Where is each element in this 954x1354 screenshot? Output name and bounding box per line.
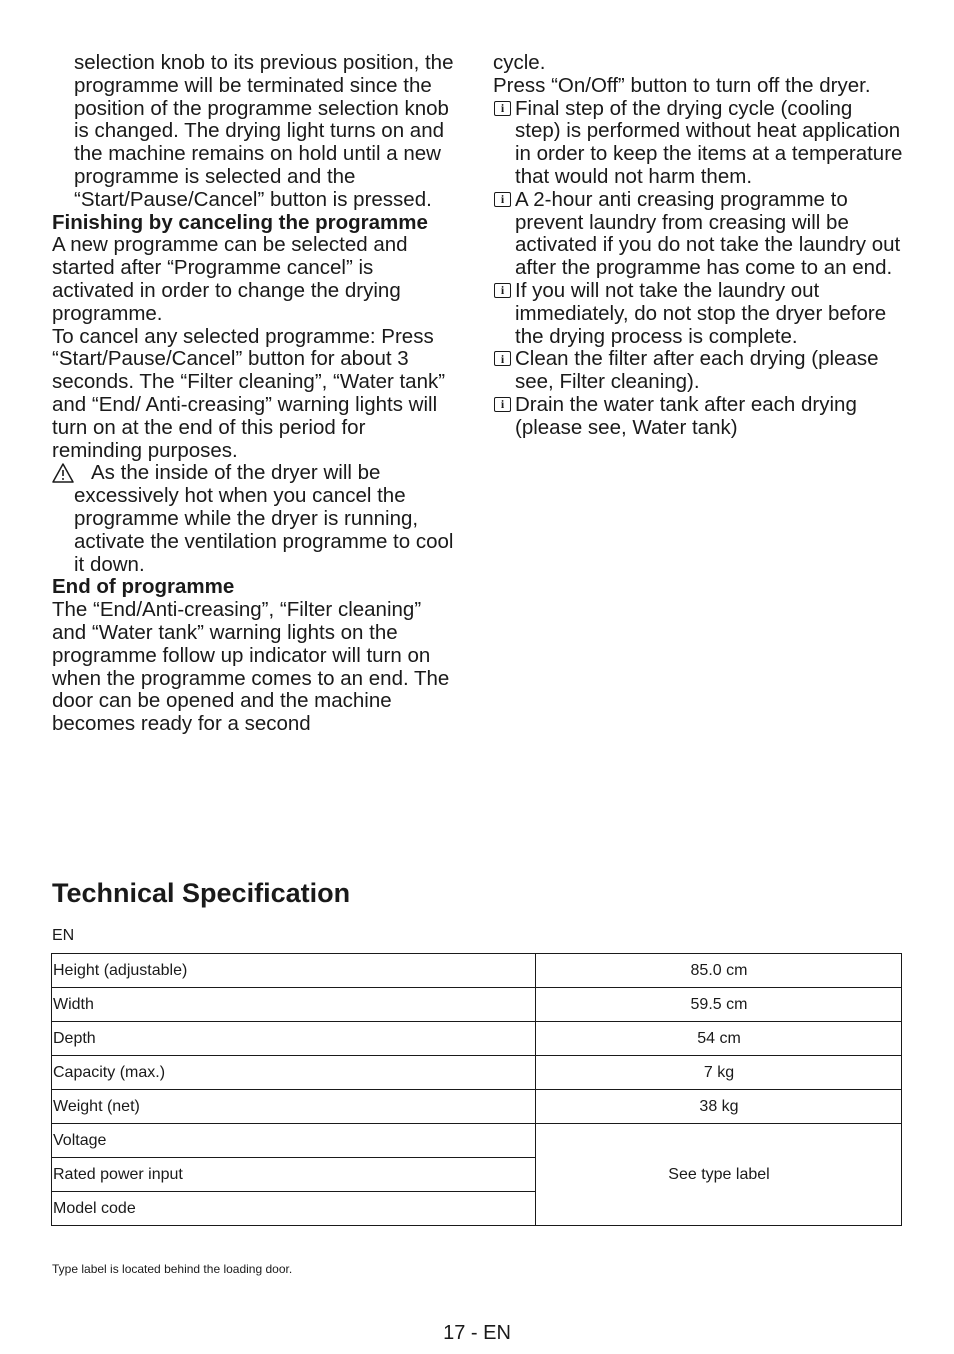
warning-text: As the inside of the dryer will be excessively hot when you cancel the programme while the dryer is running, activate the ventilation programme to cool it down. — [74, 461, 454, 576]
paragraph-turn-off: Press “On/Off” button to turn off the dryer. — [493, 73, 871, 97]
heading-end-of-programme: End of programme — [52, 575, 235, 599]
spec-label: Height (adjustable) — [52, 954, 536, 988]
info-note — [493, 280, 903, 348]
left-column — [52, 52, 457, 736]
spec-label: Capacity (max.) — [52, 1056, 536, 1090]
spec-label: Rated power input — [52, 1158, 536, 1192]
info-note — [493, 98, 903, 189]
info-note — [493, 348, 903, 394]
page-number: 17 - EN — [443, 1322, 511, 1344]
warning-note — [52, 462, 457, 576]
spec-label: Width — [52, 988, 536, 1022]
table-row — [52, 1056, 902, 1090]
info-icon: i — [494, 283, 511, 298]
table-row — [52, 1124, 902, 1158]
info-note-text: Drain the water tank after each drying (please see, Water tank) — [515, 392, 857, 439]
footnote: Type label is located behind the loading door. — [52, 1262, 293, 1276]
spec-value: 38 kg — [536, 1090, 902, 1124]
info-note — [493, 189, 903, 280]
section-title: Technical Specification — [52, 878, 351, 908]
spec-table — [51, 953, 902, 1226]
spec-label: Depth — [52, 1022, 536, 1056]
paragraph-knob: selection knob to its previous position, the programme will be terminated since the position of the programme selection knob is changed. The drying light turns on and the machine remains on hold until a new programme is selected and the “Start/Pause/Cancel” button is pressed. — [74, 51, 454, 211]
paragraph-cycle: cycle. — [493, 51, 546, 74]
language-label: EN — [52, 927, 75, 944]
info-note-text: If you will not take the laundry out immediately, do not stop the dryer before the drying process is complete. — [515, 278, 887, 348]
info-icon: i — [494, 397, 511, 412]
spec-label: Weight (net) — [52, 1090, 536, 1124]
paragraph-new-programme: A new programme can be selected and started after “Programme cancel” is activated in order to change the drying programme. — [52, 233, 408, 325]
spec-value: 7 kg — [536, 1056, 902, 1090]
info-icon: i — [494, 101, 511, 116]
table-row — [52, 988, 902, 1022]
right-column — [493, 52, 903, 440]
table-row — [52, 1022, 902, 1056]
info-icon: i — [494, 192, 511, 207]
spec-label: Model code — [52, 1192, 536, 1226]
info-note-text: Final step of the drying cycle (cooling step) is performed without heat application in order to keep the items at a temperature that would not harm them. — [515, 96, 903, 188]
table-row — [52, 1090, 902, 1124]
info-note — [493, 394, 903, 440]
paragraph-cancel-instructions: To cancel any selected programme: Press “Start/Pause/Cancel” button for about 3 seconds. The “Filter cleaning”, “Water tank” and “End/ Anti-creasing” warning lights will turn on at the end of this period for reminding purposes. — [52, 324, 446, 462]
info-note-text: A 2-hour anti creasing programme to prevent laundry from creasing will be activated if you do not take the laundry out after the programme has come to an end. — [515, 187, 901, 280]
paragraph-end-of-programme: The “End/Anti-creasing”, “Filter cleaning” and “Water tank” warning lights on the programme follow up indicator will turn on when the programme comes to an end. The door can be opened and the machine becomes ready for a second — [52, 598, 450, 736]
table-row — [52, 954, 902, 988]
heading-finishing-by-canceling: Finishing by canceling the programme — [52, 210, 428, 234]
spec-value: 85.0 cm — [536, 954, 902, 988]
info-icon: i — [494, 351, 511, 366]
spec-value: 59.5 cm — [536, 988, 902, 1022]
spec-label: Voltage — [52, 1124, 536, 1158]
spec-value: 54 cm — [536, 1022, 902, 1056]
warning-icon — [52, 463, 74, 483]
info-note-text: Clean the filter after each drying (please see, Filter cleaning). — [515, 347, 879, 394]
spec-value-merged: See type label — [536, 1124, 902, 1226]
